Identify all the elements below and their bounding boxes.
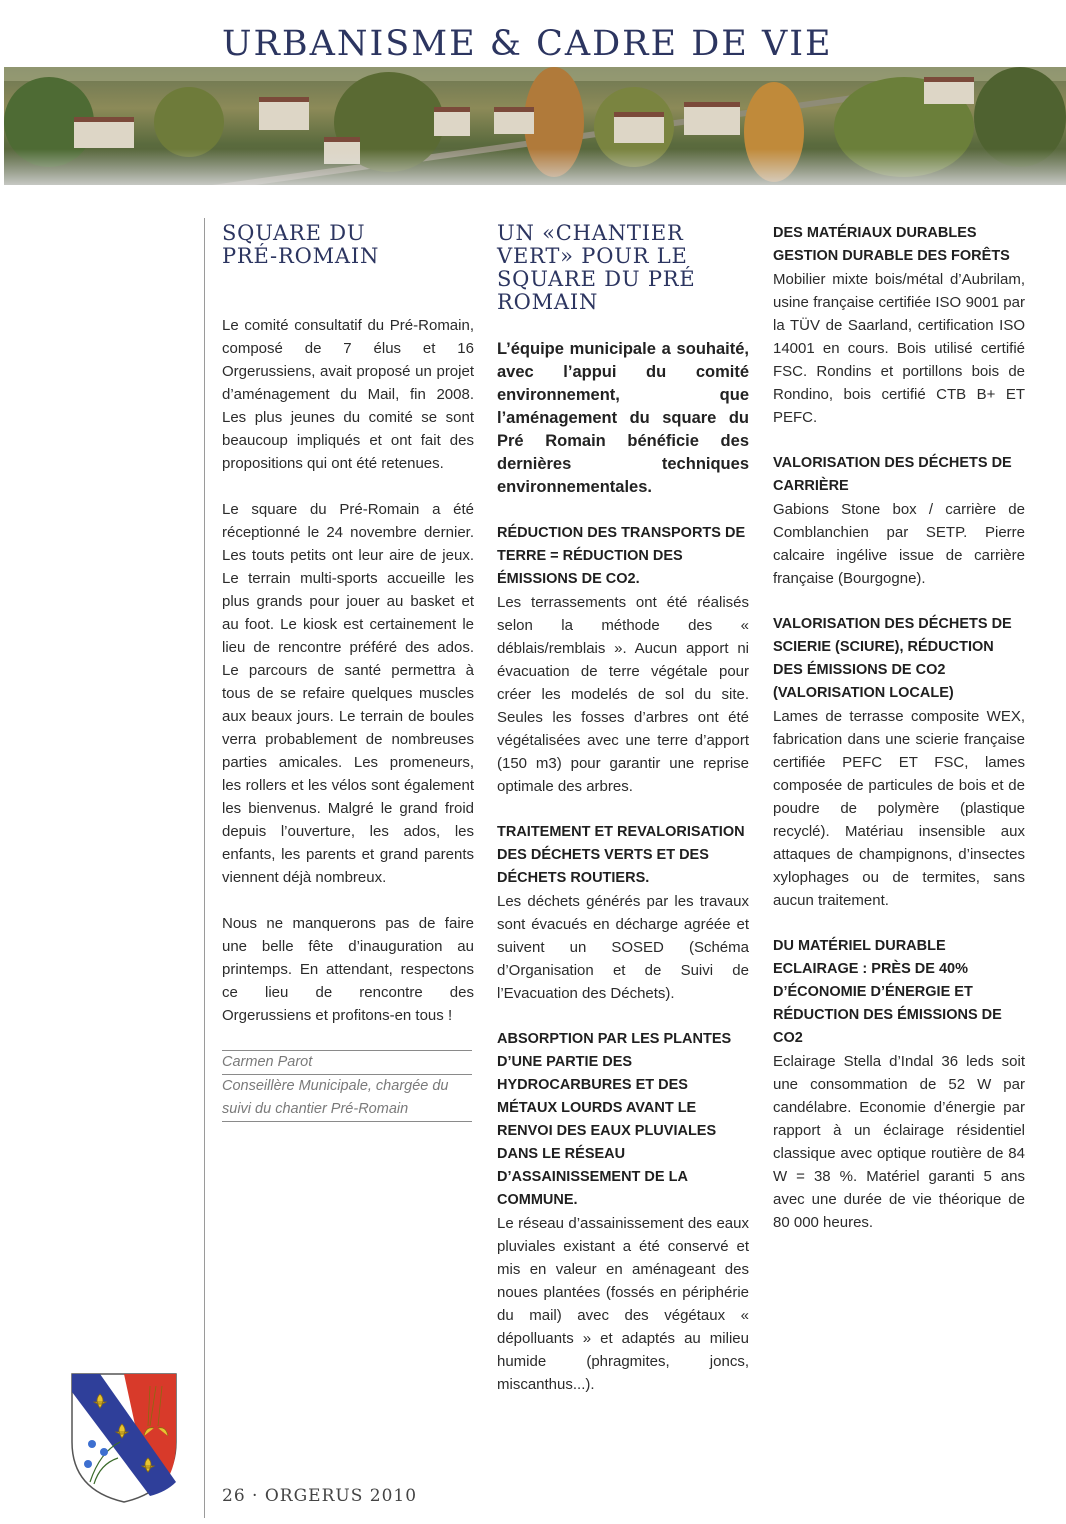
subheading: DES MATÉRIAUX DURABLES: [773, 225, 977, 241]
title-line: VERT» POUR LE: [497, 244, 688, 268]
subheading: ABSORPTION PAR LES PLANTES D’UNE PARTIE DES HYDROCARBURES ET DES MÉTAUX LOURDS AVANT LE RENVOI DES EAUX PLUVIALES DANS LE RÉSEAU D’ASSAINISSEMENT DE LA COMMUNE.: [497, 1031, 732, 1208]
column-divider: [204, 218, 205, 1518]
paragraph: Le square du Pré-Romain a été réceptionné le 24 novembre dernier. Les touts petits ont leur aire de jeux. Le terrain multi-sports accueille les plus grands pour jouer au basket et au foot. Le kiosk est certainement le lieu de rencontre préféré des ados. Le parcours de santé permettra à tous de se refaire quelques muscles aux beaux jours. Le terrain de boules verra probablement de nombreuses parties amicales. Les promeneurs, les rollers et les vélos sont également les bienvenus. Malgré le grand froid depuis l’ouverture, les ados, les enfants, les parents et grand parents viennent déjà nombreux.: [222, 501, 474, 886]
column-chantier-vert: [497, 222, 749, 1396]
section-title: [497, 222, 749, 314]
paragraph: Lames de terrasse composite WEX, fabrication dans une scierie française certifiée PEFC ET FSC, lames composée de particules de bois et de poudre de polymère (plastique recyclé). Matériau insensible aux attaques de champignons, d’insectes xylophages ou de termites, sans aucun traitement.: [773, 708, 1025, 909]
subheading: VALORISATION DES DÉCHETS DE SCIERIE (SCIURE), RÉDUCTION DES ÉMISSIONS DE CO2 (VALORISATION LOCALE): [773, 616, 1012, 701]
paragraph: Eclairage Stella d’Indal 36 leds soit une consommation de 52 W par candélabre. Economie d’énergie par rapport à un éclairage résidentiel classique avec optique routière de 84 W = 38 %. Matériel garanti 5 ans avec une durée de vie théorique de 80 000 heures.: [773, 1053, 1025, 1231]
signature-block: [222, 1050, 472, 1122]
signature-role: Conseillère Municipale, chargée du suivi du chantier Pré-Romain: [222, 1075, 472, 1122]
paragraph: Le réseau d’assainissement des eaux pluviales existant a été conservé et mis en valeur en aménageant des noues plantées (fossés en périphérie du mail) avec des végétaux « dépolluants » et adaptés au milieu humide (phragmites, joncs, miscanthus...).: [497, 1215, 749, 1393]
section-title: [222, 222, 474, 268]
coat-of-arms-icon: [70, 1372, 178, 1504]
paragraph: Le comité consultatif du Pré-Romain, composé de 7 élus et 16 Orgerussiens, avait proposé un projet d’aménagement du Mail, fin 2008. Les plus jeunes du comité se sont beaucoup impliqués et ont fait des propositions qui ont été retenues.: [222, 317, 474, 472]
subheading: RÉDUCTION DES TRANSPORTS DE TERRE = RÉDUCTION DES ÉMISSIONS DE CO2.: [497, 525, 746, 587]
title-line: SQUARE DU PRÉ: [497, 267, 696, 291]
title-line: ROMAIN: [497, 290, 599, 314]
paragraph: Les déchets générés par les travaux sont évacués en décharge agréée et suivent un SOSED (Schéma d’Organisation et de Suivi de l’Evacuation des Déchets).: [497, 893, 749, 1002]
aerial-photo-banner: [4, 67, 1066, 185]
subheading: VALORISATION DES DÉCHETS DE CARRIÈRE: [773, 455, 1012, 494]
column-materiaux-durables: [773, 222, 1025, 1234]
page-title: URBANISME & CADRE DE VIE: [222, 24, 833, 64]
title-line: SQUARE DU: [222, 221, 366, 245]
paragraph: Mobilier mixte bois/métal d’Aubrilam, usine française certifiée ISO 9001 par la TÜV de Saarland, certification ISO 14001 en cours. Bois utilisé certifié FSC. Rondins et portillons bois de Rondino, bois certifié CTB B+ ET PEFC.: [773, 271, 1025, 426]
column-square-du-pre-romain: [222, 222, 474, 1122]
subheading: TRAITEMENT ET REVALORISATION DES DÉCHETS VERTS ET DES DÉCHETS ROUTIERS.: [497, 824, 745, 886]
title-line: UN «CHANTIER: [497, 221, 684, 245]
title-line: PRÉ-ROMAIN: [222, 244, 380, 268]
subheading: DU MATÉRIEL DURABLE ECLAIRAGE : PRÈS DE 40% D’ÉCONOMIE D’ÉNERGIE ET RÉDUCTION DES ÉMISSIONS DE CO2: [773, 938, 1002, 1046]
lead-paragraph: L’équipe municipale a souhaité, avec l’appui du comité environnement, que l’aménagement du square du Pré Romain bénéficie des dernières techniques environnementales.: [497, 340, 749, 496]
paragraph: Gabions Stone box / carrière de Comblanchien par SETP. Pierre calcaire ingélive issue de carrière française (Bourgogne).: [773, 501, 1025, 587]
page-footer: 26 · ORGERUS 2010: [222, 1486, 418, 1506]
paragraph: Les terrassements ont été réalisés selon la méthode des « déblais/remblais ». Aucun apport ni évacuation de terre végétale pour créer les modelés de sol du site. Seules les fosses d’arbres ont été végétalisées avec une terre d’apport (150 m3) pour garantir une reprise optimale des arbres.: [497, 594, 749, 795]
signature-name: Carmen Parot: [222, 1051, 472, 1075]
paragraph: Nous ne manquerons pas de faire une belle fête d’inauguration au printemps. En attendant, respectons ce lieu de rencontre des Orgerussiens et profitons-en tous !: [222, 915, 474, 1024]
subheading: GESTION DURABLE DES FORÊTS: [773, 248, 1010, 264]
